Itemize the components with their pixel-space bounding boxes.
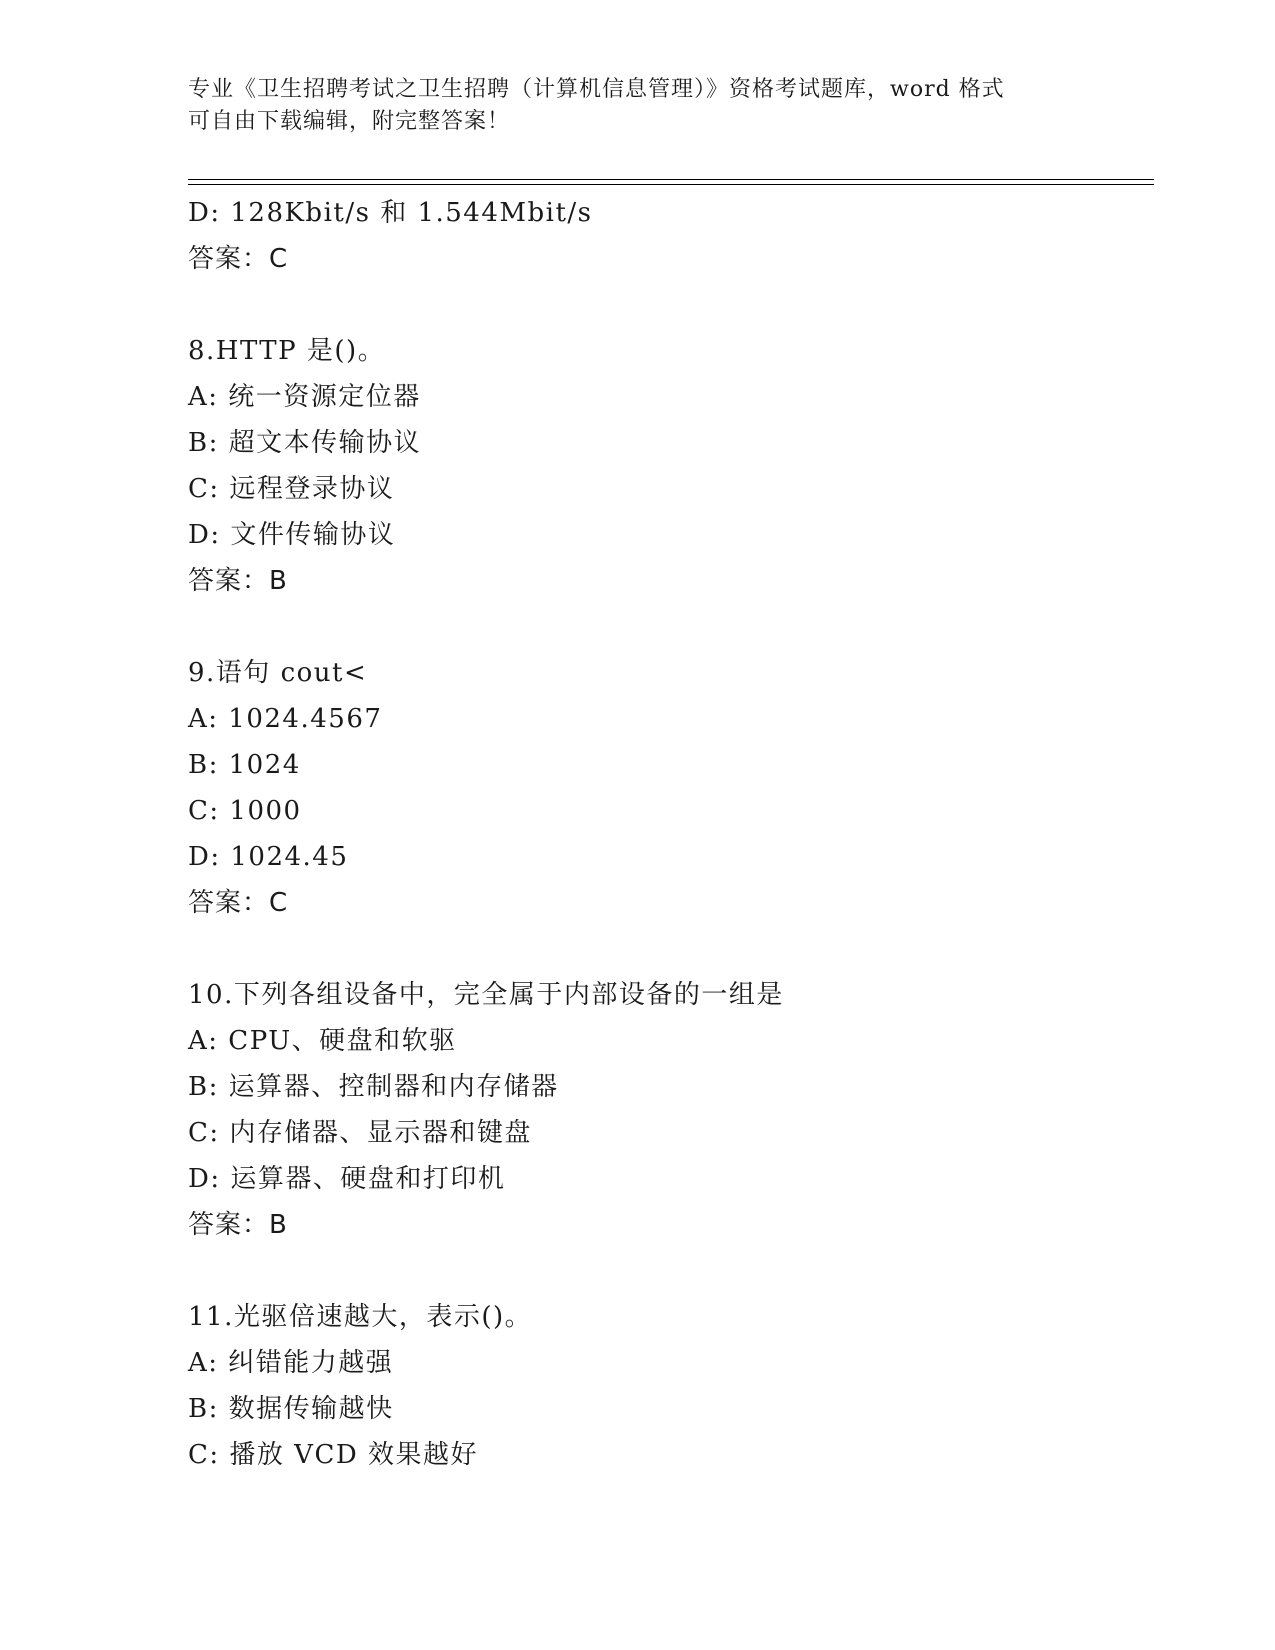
option-b: B: 运算器、控制器和内存储器 <box>188 1072 559 1102</box>
question-stem: 10.下列各组设备中，完全属于内部设备的一组是 <box>188 980 784 1010</box>
option-c: C: 远程登录协议 <box>188 474 395 504</box>
option-d: D: 128Kbit/s 和 1.544Mbit/s <box>188 198 593 228</box>
question-stem: 11.光驱倍速越大，表示()。 <box>188 1302 533 1332</box>
option-b: B: 超文本传输协议 <box>188 428 422 458</box>
header-divider-bottom <box>188 184 1154 185</box>
answer-line: 答案：B <box>188 566 288 596</box>
spacer <box>188 926 1148 972</box>
spacer <box>188 604 1148 650</box>
option-b: B: 数据传输越快 <box>188 1394 394 1424</box>
question-list <box>188 190 1148 1478</box>
answer-line: 答案：B <box>188 1210 288 1240</box>
option-c: C: 内存储器、显示器和键盘 <box>188 1118 532 1148</box>
option-a: A: 纠错能力越强 <box>188 1348 394 1378</box>
option-c: C: 播放 VCD 效果越好 <box>188 1440 478 1470</box>
answer-line: 答案：C <box>188 244 289 274</box>
question-stem: 8.HTTP 是()。 <box>188 336 386 366</box>
option-a: A: CPU、硬盘和软驱 <box>188 1026 457 1056</box>
answer-line: 答案：C <box>188 888 289 918</box>
spacer <box>188 1248 1148 1294</box>
question-8 <box>188 328 1148 604</box>
header-divider-top <box>188 179 1154 180</box>
question-11 <box>188 1294 1148 1478</box>
question-stem: 9.语句 cout< <box>188 658 368 688</box>
option-d: D: 1024.45 <box>188 842 349 872</box>
header-line-1: 专业《卫生招聘考试之卫生招聘（计算机信息管理）》资格考试题库，word 格式 <box>188 77 1005 102</box>
option-d: D: 运算器、硬盘和打印机 <box>188 1164 506 1194</box>
question-10 <box>188 972 1148 1248</box>
option-c: C: 1000 <box>188 796 302 826</box>
document-header <box>188 74 1088 138</box>
question-9 <box>188 650 1148 926</box>
option-a: A: 1024.4567 <box>188 704 383 734</box>
option-b: B: 1024 <box>188 750 301 780</box>
option-a: A: 统一资源定位器 <box>188 382 421 412</box>
option-d: D: 文件传输协议 <box>188 520 396 550</box>
header-line-2: 可自由下载编辑，附完整答案！ <box>188 109 511 134</box>
spacer <box>188 282 1148 328</box>
